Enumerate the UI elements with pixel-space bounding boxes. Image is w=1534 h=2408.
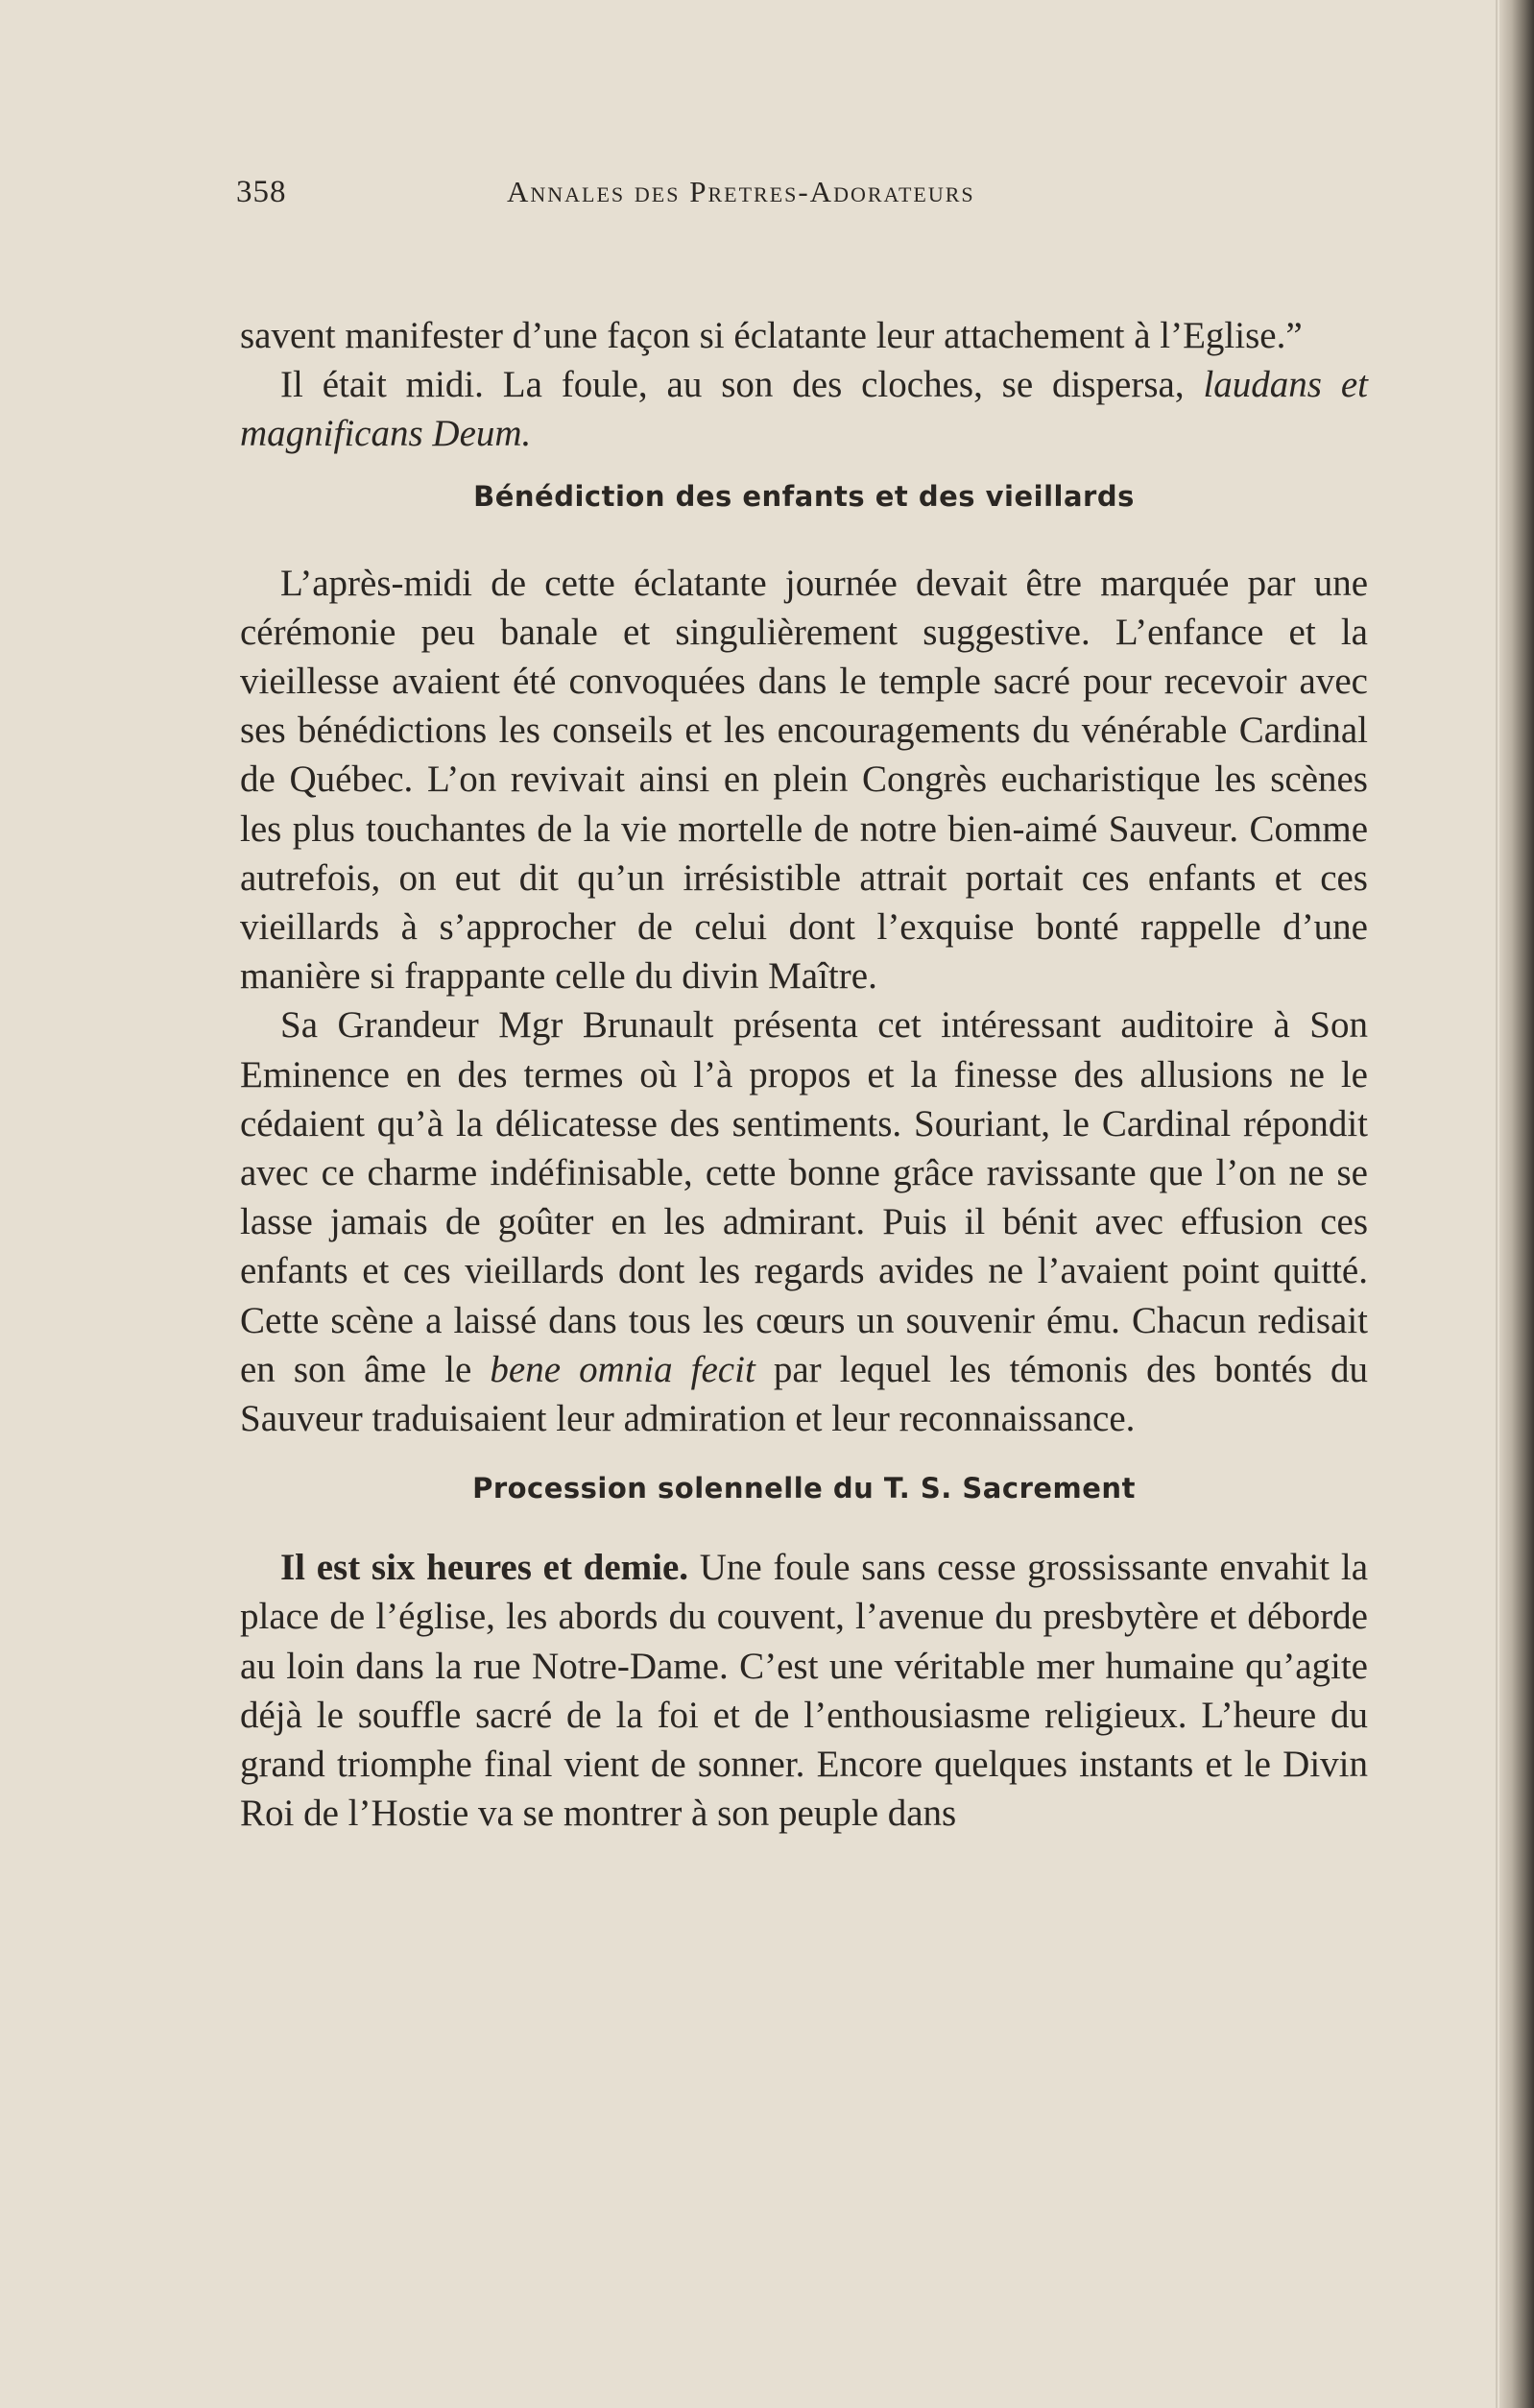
paragraph-procession — [240, 1543, 1368, 1838]
latin-phrase-bene: bene omnia fecit — [490, 1348, 755, 1390]
running-title: Annales des Pretres-Adorateurs — [507, 175, 975, 208]
paragraph-brunault-text: Sa Grandeur Mgr Brunault présenta cet intéressant auditoire à Son Eminence en des termes où l’à propos et la finesse des allusions ne le cédaient qu’à la délicatesse des sentiments. Souriant, le Cardinal répondit avec ce charme indéfinisable, cette bonne grâce ravissante que l’on ne se lasse jamais de goûter en les admirant. Puis il bénit avec effusion ces enfants et ces vieillards dont les regards avides ne l’avaient point quitté. Cette scène a laissé dans tous les cœurs un souvenir ému. Chacun redisait en son âme le — [240, 1004, 1368, 1390]
paragraph-continuation: savent manifester d’une façon si éclatante leur attachement à l’Eglise.” — [240, 315, 1303, 356]
paragraph-brunault — [240, 1000, 1368, 1443]
paragraph-brunault-tail: par lequel les témonis des bontés du Sauveur traduisaient leur admiration et leur reconnaissance. — [240, 1348, 1369, 1440]
running-head — [236, 175, 1081, 217]
section-heading-benediction: Bénédiction des enfants et des vieillards — [473, 479, 1135, 513]
paragraph-midday-text: Il était midi. La foule, au son des cloches, se dispersa, — [280, 364, 1185, 406]
paragraph-procession-text: Une foule sans cesse grossissante envahit la place de l’église, les abords du couvent, l’avenue du presbytère et déborde au loin dans la rue Notre-Dame. C’est une véritable mer humaine qu’agite déjà le souffle sacré de la foi et de l’enthousiasme religieux. L’heure du grand triomphe final vient de sonner. Encore quelques instants et le Divin Roi de l’Hostie va se montrer à son peuple dans — [240, 1547, 1369, 1835]
latin-phrase: laudans et magnificans Deum. — [240, 364, 1368, 455]
section-heading-procession: Procession solennelle du T. S. Sacrement — [472, 1472, 1136, 1505]
paragraph-midday — [240, 360, 1368, 458]
paragraph-afternoon: L’après-midi de cette éclatante journée devait être marquée par une cérémonie peu banale et singulièrement suggestive. L’enfance et la vieillesse avaient été convoquées dans le temple sacré pour recevoir avec ses bénédictions les conseils et les encouragements du vénérable Cardinal de Québec. L’on revivait ainsi en plein Congrès eucharistique les scènes les plus touchantes de la vie mortelle de notre bien-aimé Sauveur. Comme autrefois, on eut dit qu’un irrésistible attrait portait ces enfants et ces vieillards à s’approcher de celui dont l’exquise bonté rappelle d’une manière si frappante celle du divin Maître. — [240, 562, 1368, 998]
paragraph-procession-lead: Il est six heures et demie. — [280, 1547, 689, 1589]
text-block — [240, 311, 1368, 1838]
book-gutter — [1499, 0, 1534, 2408]
gutter-shadow-line — [1496, 0, 1498, 2408]
page-number: 358 — [236, 175, 287, 209]
